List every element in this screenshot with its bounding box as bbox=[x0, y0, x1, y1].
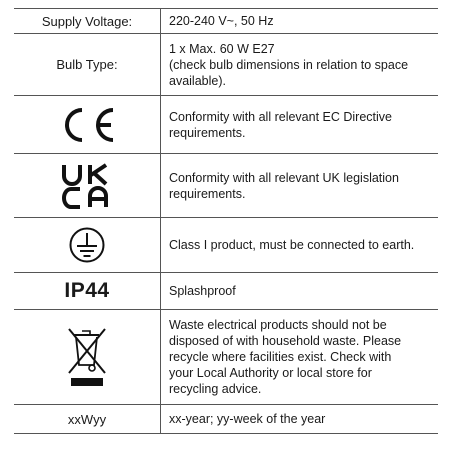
weee-line: recycle where facilities exist. Check with bbox=[169, 350, 392, 364]
row-bulb-type bbox=[14, 34, 438, 96]
supply-voltage-line: 220-240 V~, 50 Hz bbox=[169, 14, 274, 28]
bulb-type-line: available). bbox=[169, 73, 226, 88]
weee-line: your Local Authority or local store for bbox=[169, 366, 372, 380]
earth-value bbox=[161, 218, 439, 273]
weee-value bbox=[161, 310, 439, 405]
ukca-value bbox=[161, 154, 439, 218]
bulb-type-value bbox=[161, 34, 439, 96]
weee-line: Waste electrical products should not be bbox=[169, 318, 387, 332]
row-earth bbox=[14, 218, 438, 273]
bulb-type-line: (check bulb dimensions in relation to space bbox=[169, 57, 409, 72]
bulb-type-label: Bulb Type: bbox=[14, 34, 161, 96]
ip44-value bbox=[161, 273, 439, 310]
weee-line: recycling advice. bbox=[169, 382, 262, 396]
date-code-line: xx-year; yy-week of the year bbox=[169, 412, 326, 426]
row-supply-voltage bbox=[14, 9, 438, 34]
earth-cell bbox=[14, 218, 161, 273]
bulb-type-line: 1 x Max. 60 W E27 bbox=[169, 41, 275, 56]
row-date-code bbox=[14, 405, 438, 434]
earth-line: Class I product, must be connected to earth. bbox=[169, 238, 415, 252]
ip44-line: Splashproof bbox=[169, 284, 236, 298]
ukca-line: requirements. bbox=[169, 186, 246, 201]
ip44-label: IP44 bbox=[64, 279, 110, 302]
ip44-cell bbox=[14, 273, 161, 310]
supply-voltage-label: Supply Voltage: bbox=[14, 9, 161, 34]
ukca-line: Conformity with all relevant UK legislation bbox=[169, 170, 399, 185]
ce-cell bbox=[14, 96, 161, 154]
protective-earth-icon bbox=[68, 226, 106, 264]
row-ip44 bbox=[14, 273, 438, 310]
ukca-cell bbox=[14, 154, 161, 218]
date-code-label: xxWyy bbox=[14, 405, 161, 434]
crossed-out-wheelie-bin-icon bbox=[65, 325, 109, 389]
supply-voltage-value bbox=[161, 9, 439, 34]
spec-table bbox=[14, 8, 438, 434]
row-ukca bbox=[14, 154, 438, 218]
weee-cell bbox=[14, 310, 161, 405]
ce-line: requirements. bbox=[169, 125, 246, 140]
ce-value bbox=[161, 96, 439, 154]
row-ce bbox=[14, 96, 438, 154]
row-weee bbox=[14, 310, 438, 405]
weee-line: disposed of with household waste. Please bbox=[169, 334, 402, 348]
ce-mark-icon bbox=[54, 106, 120, 144]
ukca-mark-icon bbox=[60, 162, 114, 210]
ce-line: Conformity with all relevant EC Directive bbox=[169, 109, 392, 124]
date-code-value bbox=[161, 405, 439, 434]
